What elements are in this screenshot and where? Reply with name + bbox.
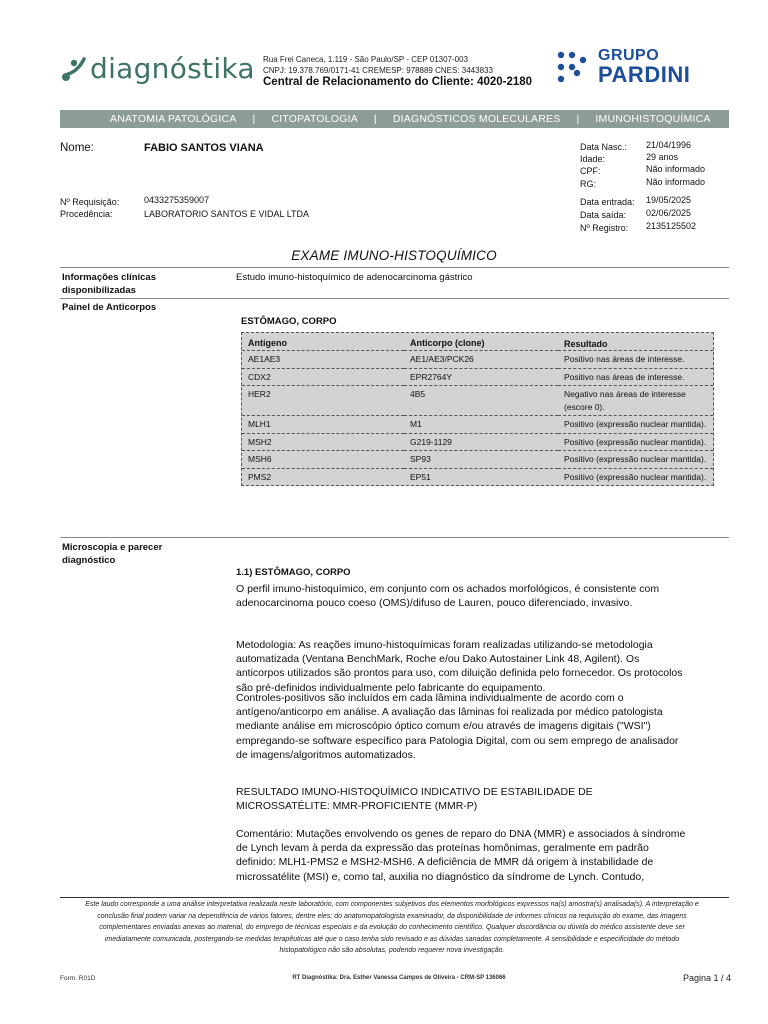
clone-cell: M1 bbox=[404, 416, 558, 434]
diagnosis-paragraph: O perfil imuno-histoquímico, em conjunto com os achados morfológicos, é consistente com adenocarcinoma pouco coeso (OMS)/difuso de Lauren, pouco diferenciado, invasivo. bbox=[236, 583, 660, 610]
result-cell: Positivo nas áreas de interesse. bbox=[558, 351, 713, 369]
result-cell: Positivo (expressão nuclear mantida). bbox=[558, 451, 713, 469]
band-item: IMUNOHISTOQUÍMICA bbox=[595, 113, 711, 125]
clinical-info-text: Estudo imuno-histoquímico de adenocarcinoma gástrico bbox=[236, 272, 473, 283]
requisicao-value: 0433275359007 bbox=[144, 195, 210, 205]
patient-name: FABIO SANTOS VIANA bbox=[144, 142, 264, 154]
controls-paragraph: Controles-positivos são incluídos em cada lâmina individualmente de acordo com o antígeno/anticorpo em análise. A avaliação das lâminas foi realizada por médico patologista mediante análise em microscópio óptico comum e/ou através de imagens digitais ("WSI") empregando-se software específico para Patologia Digital, com ou sem emprego de analisador de imagens/algoritmos automatizados. bbox=[236, 692, 679, 761]
antigen-cell: HER2 bbox=[242, 386, 404, 416]
divider bbox=[60, 267, 729, 268]
band-separator: | bbox=[252, 113, 256, 125]
microscopy-label-line2: diagnóstico bbox=[62, 555, 116, 566]
grupo-pardini-logo bbox=[556, 48, 690, 86]
table-row bbox=[242, 451, 713, 469]
band-separator: | bbox=[576, 113, 580, 125]
requisicao-label: Nº Requisição: bbox=[60, 197, 120, 207]
clone-cell: EPR2764Y bbox=[404, 368, 558, 386]
footer-divider bbox=[60, 897, 729, 898]
antibody-table bbox=[241, 332, 714, 486]
customer-service-phone: Central de Relacionamento do Cliente: 4020-2180 bbox=[263, 76, 533, 88]
address-line-2: CNPJ: 19.378.769/0171-41 CREMESP: 978889 CNES: 3443833 bbox=[263, 66, 493, 75]
microscopy-label bbox=[62, 541, 162, 567]
divider bbox=[60, 298, 729, 299]
diagnostika-logo-icon bbox=[60, 55, 90, 83]
microscopy-label-line1: Microscopia e parecer bbox=[62, 542, 163, 553]
procedencia-value: LABORATORIO SANTOS E VIDAL LTDA bbox=[144, 209, 310, 219]
comment-paragraph: Comentário: Mutações envolvendo os genes de reparo do DNA (MMR) e associados à síndrome de Lynch levam à perda da expressão das proteínas homônimas, geralmente em padrão definido: MLH1-PMS2 e MSH2-MSH6. A deficiência de MMR dá origem à instabilidade de microssatélite (MSI) e, como tal, auxilia no diagnóstico da síndrome de Lynch. Contudo, bbox=[236, 828, 686, 883]
rg-value: Não informado bbox=[646, 177, 706, 187]
diagnostika-wordmark: diagnóstika bbox=[90, 52, 255, 85]
band-separator: | bbox=[373, 113, 377, 125]
rg-label: RG: bbox=[580, 179, 597, 189]
result-cell: Positivo (expressão nuclear mantida). bbox=[558, 468, 713, 485]
technical-responsible: RT Diagnóstika: Dra. Esther Vanessa Campos de Oliveira - CRM-SP 136066 bbox=[292, 975, 506, 981]
table-header-clone: Anticorpo (clone) bbox=[410, 338, 485, 348]
antigen-cell: MSH2 bbox=[242, 433, 404, 451]
page-number: Pagina 1 / 4 bbox=[683, 973, 732, 983]
table-row bbox=[242, 386, 713, 416]
specialties-band bbox=[60, 110, 729, 128]
table-row bbox=[242, 433, 713, 451]
table-row bbox=[242, 468, 713, 485]
antigen-cell: MSH6 bbox=[242, 451, 404, 469]
table-row bbox=[242, 351, 713, 369]
pardini-logo-icon bbox=[556, 50, 590, 84]
table-header-result: Resultado bbox=[564, 339, 608, 349]
diagnostika-logo bbox=[60, 52, 255, 85]
result-cell: Negativo nas áreas de interesse (escore 0). bbox=[558, 386, 713, 416]
age-label: Idade: bbox=[580, 154, 606, 164]
procedencia-label: Procedência: bbox=[60, 209, 113, 219]
address-line-1: Rua Frei Caneca, 1.119 - São Paulo/SP - CEP 01307-003 bbox=[263, 55, 469, 64]
divider bbox=[60, 537, 729, 538]
clinical-info-label-line2: disponibilizadas bbox=[62, 285, 136, 296]
result-cell: Positivo nas áreas de interesse. bbox=[558, 368, 713, 386]
result-cell: Positivo (expressão nuclear mantida). bbox=[558, 416, 713, 434]
cpf-value: Não informado bbox=[646, 164, 706, 174]
antigen-cell: CDX2 bbox=[242, 368, 404, 386]
exit-date-value: 02/06/2025 bbox=[646, 208, 692, 218]
entry-date-label: Data entrada: bbox=[580, 197, 635, 207]
diagnosis-subheading: 1.1) ESTÔMAGO, CORPO bbox=[236, 567, 351, 578]
clone-cell: SP93 bbox=[404, 451, 558, 469]
registry-value: 2135125502 bbox=[646, 221, 697, 231]
antigen-cell: AE1AE3 bbox=[242, 351, 404, 369]
cpf-label: CPF: bbox=[580, 166, 601, 176]
organ-heading: ESTÔMAGO, CORPO bbox=[241, 316, 337, 327]
clinical-info-label-line1: Informações clínicas bbox=[62, 272, 156, 283]
clone-cell: G219-1129 bbox=[404, 433, 558, 451]
name-label: Nome: bbox=[60, 142, 94, 154]
band-item: DIAGNÓSTICOS MOLECULARES bbox=[392, 113, 561, 125]
disclaimer: Este laudo corresponde a uma análise interpretativa realizada neste laboratório, com componentes subjetivos dos elementos morfológicos expressos na(s) amostra(s) analisada(s). A interpretação e conclusão final podem variar na dependência de vários fatores, dentre eles: do anatomopatologista examinador, da disponibilidade de informes clínicos na requisição do exame, das imagens complementares enviadas anexas ao material, do emprego de técnicas especiais e da evolução do conhecimento científico. Qualquer discordância ou dúvida do médico assistente deve ser imediatamente comunicada, postergando-se medidas terapêuticas até que o caso tenha sido revisado e as dúvidas sanadas completamente. A sensibilidade e especificidade do método histopatológico não são absolutas, podendo requerer nova investigação. bbox=[85, 901, 699, 954]
pardini-bottom-text: PARDINI bbox=[598, 62, 691, 87]
band-item: CITOPATOLOGIA bbox=[271, 113, 358, 125]
clone-cell: AE1/AE3/PCK26 bbox=[404, 351, 558, 369]
methodology-paragraph: Metodologia: As reações imuno-histoquímicas foram realizadas utilizando-se metodologia automatizada (Ventana BenchMark, Roche e/ou Dako Autostainer Link 48, Agilent). Os anticorpos utilizados são prontos para uso, com diluição definida pelo fornecedor. Os protocolos são pré-definidos individualmente pelo fabricante do equipamento. bbox=[236, 639, 683, 694]
clone-cell: EP51 bbox=[404, 468, 558, 485]
table-row bbox=[242, 416, 713, 434]
antibody-panel-label: Painel de Anticorpos bbox=[62, 302, 157, 313]
registry-label: Nº Registro: bbox=[580, 223, 629, 233]
antigen-cell: MLH1 bbox=[242, 416, 404, 434]
age-value: 29 anos bbox=[646, 152, 679, 162]
result-cell: Positivo (expressão nuclear mantida). bbox=[558, 433, 713, 451]
entry-date-value: 19/05/2025 bbox=[646, 195, 692, 205]
antigen-cell: PMS2 bbox=[242, 468, 404, 485]
birth-date-value: 21/04/1996 bbox=[646, 140, 692, 150]
table-row bbox=[242, 368, 713, 386]
clinical-info-label bbox=[62, 271, 156, 297]
pardini-top-text: GRUPO bbox=[598, 47, 660, 64]
exam-title: EXAME IMUNO-HISTOQUÍMICO bbox=[291, 248, 497, 263]
band-item: ANATOMIA PATOLÓGICA bbox=[110, 113, 237, 125]
mmr-result-paragraph: RESULTADO IMUNO-HISTOQUÍMICO INDICATIVO DE ESTABILIDADE DE MICROSSATÉLITE: MMR-PROFICIENTE (MMR-P) bbox=[236, 786, 593, 813]
lab-address bbox=[263, 54, 493, 76]
birth-date-label: Data Nasc.: bbox=[580, 142, 628, 152]
table-header-antigen: Antígeno bbox=[248, 338, 287, 348]
exit-date-label: Data saída: bbox=[580, 210, 627, 220]
form-code: Form. R01D bbox=[60, 975, 96, 982]
clone-cell: 4B5 bbox=[404, 386, 558, 416]
